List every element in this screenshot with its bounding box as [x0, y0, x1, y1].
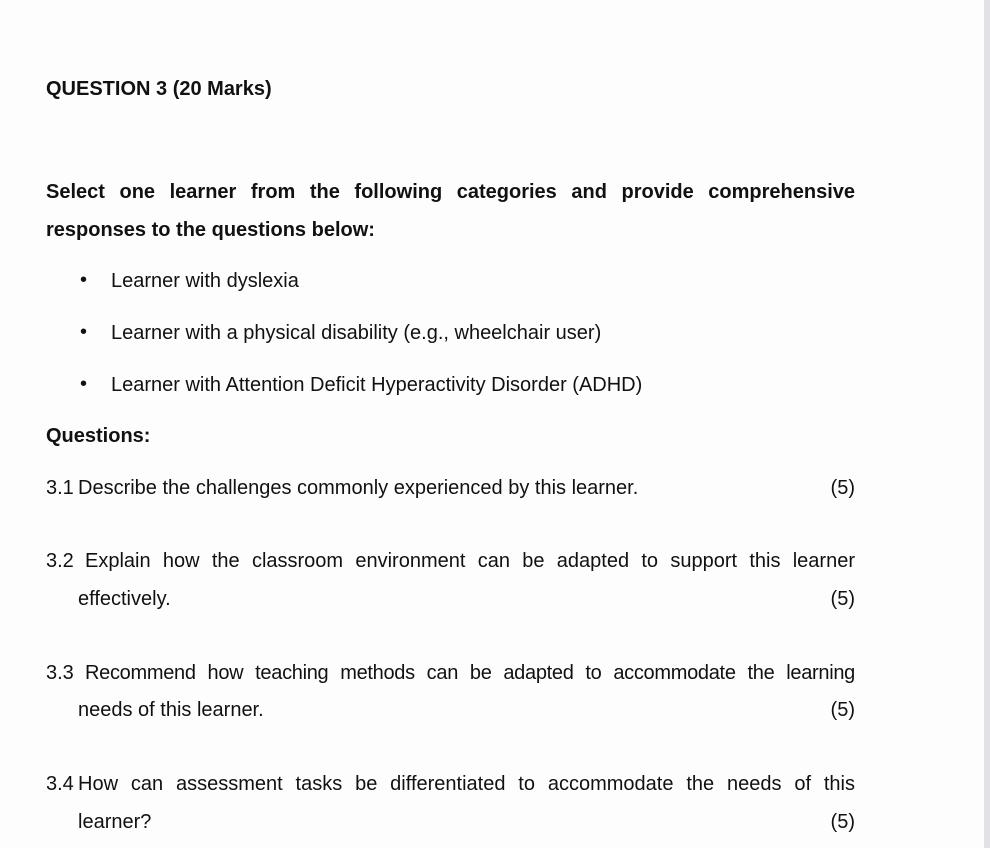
instructions-line-2: responses to the questions below: [46, 219, 375, 241]
question-3-3-line-1 [46, 662, 855, 686]
question-number: 3.4 [46, 773, 74, 795]
question-marks: (5) [830, 588, 855, 610]
question-3-4-line-1 [46, 773, 855, 797]
question-title: QUESTION 3 (20 Marks) [46, 78, 272, 100]
questions-heading: Questions: [46, 425, 151, 447]
question-number: 3.2 [46, 550, 74, 572]
question-text: Describe the challenges commonly experienced by this learner. [78, 477, 639, 499]
category-label: Learner with a physical disability (e.g., wheelchair user) [111, 322, 602, 344]
question-text: How can assessment tasks be differentiated to accommodate the needs of this [78, 773, 855, 795]
question-3-2-line-2 [46, 588, 855, 612]
question-3-3-line-2 [46, 699, 855, 723]
question-marks: (5) [830, 699, 855, 721]
question-3-2-line-1 [46, 550, 855, 574]
category-label: Learner with dyslexia [111, 270, 299, 292]
question-3-1 [46, 477, 855, 501]
category-label: Learner with Attention Deficit Hyperactivity Disorder (ADHD) [111, 374, 643, 396]
question-3-4-line-2 [46, 811, 855, 835]
question-text: Explain how the classroom environment can be adapted to support this learner [85, 550, 855, 572]
question-text: Recommend how teaching methods can be adapted to accommodate the learning [85, 662, 855, 684]
question-marks: (5) [830, 811, 855, 833]
question-number: 3.3 [46, 662, 74, 684]
question-text-continued: learner? [78, 811, 152, 833]
bullet-icon: • [80, 373, 88, 395]
page-edge-scrollbar[interactable] [984, 0, 990, 848]
question-text-continued: needs of this learner. [78, 699, 264, 721]
bullet-icon: • [80, 321, 88, 343]
bullet-icon: • [80, 269, 88, 291]
instructions-line-1: Select one learner from the following categories and provide comprehensive [46, 181, 855, 203]
question-marks: (5) [830, 477, 855, 499]
question-number: 3.1 [46, 477, 74, 499]
question-text-continued: effectively. [78, 588, 171, 610]
